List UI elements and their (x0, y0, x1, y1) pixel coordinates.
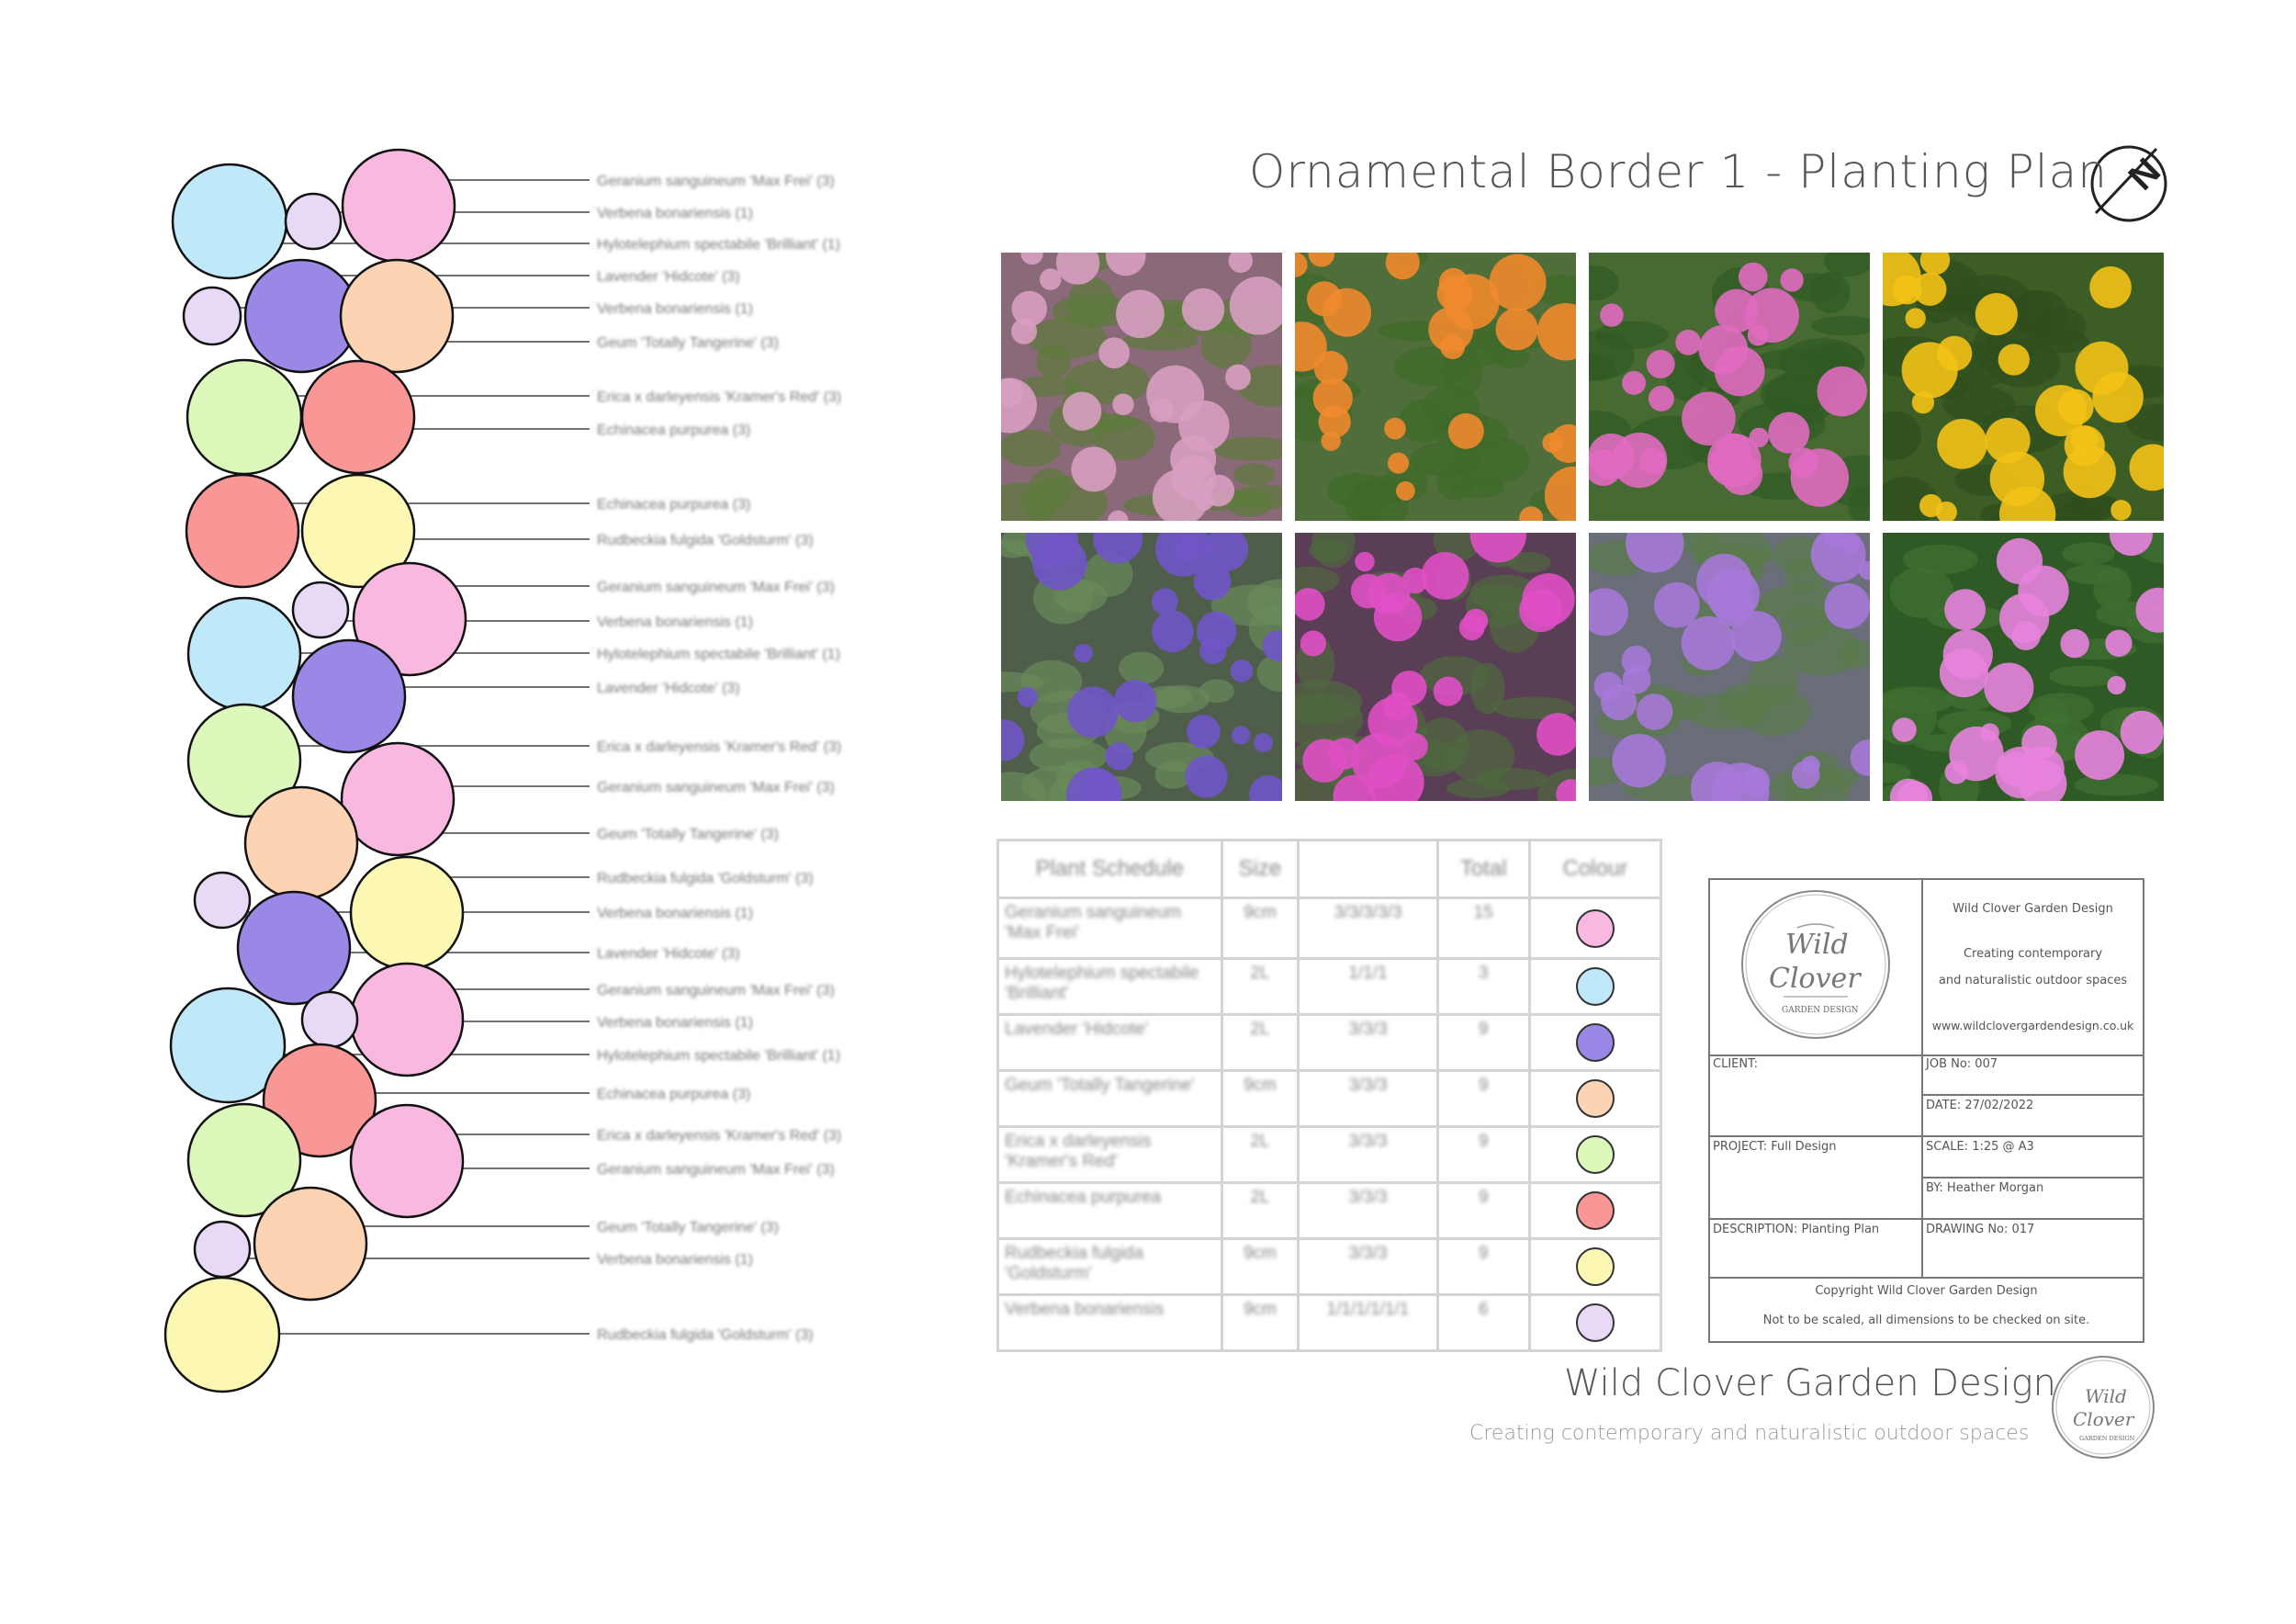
scale: SCALE: 1:25 @ A3 (1926, 1140, 2034, 1154)
schedule-row (998, 1295, 1661, 1351)
title-block-tagline-2: and naturalistic outdoor spaces (1938, 974, 2128, 987)
job-no-cell (1923, 1054, 2143, 1096)
rudbeckia-photo (1883, 253, 2164, 521)
schedule-plant: Geum 'Totally Tangerine' (998, 1071, 1222, 1127)
echinacea-photo (1589, 253, 1870, 521)
plant-label: Geranium sanguineum 'Max Frei' (3) (597, 1162, 835, 1178)
schedule-row (998, 959, 1661, 1015)
schedule-header: Total (1437, 840, 1529, 898)
svg-text:Wild: Wild (2085, 1385, 2127, 1407)
plant-circle-blue (188, 598, 300, 710)
plant-label: Rudbeckia fulgida 'Goldsturm' (3) (597, 871, 814, 886)
description: DESCRIPTION: Planting Plan (1713, 1223, 1880, 1236)
schedule-qty: 3/3/3/3/3 (1299, 898, 1437, 959)
plant-circle-peach (245, 787, 357, 899)
plant-label: Geum 'Totally Tangerine' (3) (597, 827, 779, 842)
colour-swatch-blue (1576, 967, 1615, 1006)
plant-label: Lavender 'Hidcote' (3) (597, 946, 740, 962)
schedule-row (998, 1127, 1661, 1183)
schedule-row (998, 1239, 1661, 1295)
title-block-company-name: Wild Clover Garden Design (1953, 902, 2113, 916)
plant-label: Geranium sanguineum 'Max Frei' (3) (597, 580, 835, 595)
schedule-qty: 3/3/3 (1299, 1015, 1437, 1071)
plant-label: Verbena bonariensis (1) (597, 1252, 753, 1268)
plant-circle-purple (238, 892, 350, 1004)
schedule-colour (1529, 1127, 1660, 1183)
plant-circle-lilac (302, 992, 357, 1047)
plant-label: Hylotelephium spectabile 'Brilliant' (1) (597, 1048, 840, 1064)
plant-circle-pink (351, 964, 463, 1076)
schedule-colour (1529, 959, 1660, 1015)
plant-label: Geranium sanguineum 'Max Frei' (3) (597, 983, 835, 998)
geum-photo (1295, 253, 1576, 521)
title-block-tagline-1: Creating contemporary (1963, 947, 2103, 961)
svg-text:Wild: Wild (1785, 929, 1849, 961)
schedule-total: 15 (1437, 898, 1529, 959)
description-cell (1710, 1220, 1923, 1279)
drawing-no-cell (1923, 1220, 2143, 1279)
plant-label: Hylotelephium spectabile 'Brilliant' (1) (597, 647, 840, 662)
schedule-total: 9 (1437, 1239, 1529, 1295)
schedule-total: 9 (1437, 1071, 1529, 1127)
schedule-plant: Hylotelephium spectabile 'Brilliant' (998, 959, 1222, 1015)
plant-label: Verbena bonariensis (1) (597, 1015, 753, 1031)
plant-label: Hylotelephium spectabile 'Brilliant' (1) (597, 237, 840, 253)
plant-labels (597, 174, 841, 1343)
schedule-row (998, 1071, 1661, 1127)
schedule-total: 6 (1437, 1295, 1529, 1351)
schedule-qty: 3/3/3 (1299, 1183, 1437, 1239)
schedule-row (998, 898, 1661, 959)
footer-company-name: Wild Clover Garden Design (1564, 1362, 2056, 1404)
plant-circle-pink (351, 1105, 463, 1217)
plant-circle-red (302, 361, 414, 473)
svg-text:Clover: Clover (1769, 963, 1861, 995)
schedule-qty: 3/3/3 (1299, 1127, 1437, 1183)
schedule-plant: Lavender 'Hidcote' (998, 1015, 1222, 1071)
sedum-photo (1001, 253, 1282, 521)
svg-text:Clover: Clover (2073, 1408, 2134, 1430)
schedule-colour (1529, 1071, 1660, 1127)
plant-circle-peach (341, 260, 453, 372)
plant-circle-blue (173, 164, 287, 278)
schedule-total: 3 (1437, 959, 1529, 1015)
company-logo (1710, 880, 1921, 1054)
schedule-total: 9 (1437, 1015, 1529, 1071)
designer: BY: Heather Morgan (1926, 1181, 2044, 1195)
plant-label: Erica x darleyensis 'Kramer's Red' (3) (597, 389, 842, 405)
plant-label: Verbena bonariensis (1) (597, 906, 753, 921)
plant-label: Lavender 'Hidcote' (3) (597, 681, 740, 696)
schedule-size: 9cm (1221, 1239, 1299, 1295)
title-block-logo-cell (1710, 880, 1923, 1056)
plant-circle-lilac (293, 582, 348, 637)
plant-circle-peach (254, 1188, 366, 1300)
geranium-photo (1883, 533, 2164, 801)
schedule-size: 9cm (1221, 1295, 1299, 1351)
colour-swatch-green (1576, 1135, 1615, 1174)
svg-text:GARDEN DESIGN: GARDEN DESIGN (2079, 1435, 2135, 1442)
job-no: JOB No: 007 (1926, 1057, 1998, 1071)
schedule-header (1299, 840, 1437, 898)
plant-label: Verbena bonariensis (1) (597, 301, 753, 317)
schedule-size: 9cm (1221, 1071, 1299, 1127)
plant-circle-pink (342, 743, 454, 855)
schedule-size: 2L (1221, 1183, 1299, 1239)
schedule-colour (1529, 1015, 1660, 1071)
colour-swatch-peach (1576, 1079, 1615, 1118)
drawing-no: DRAWING No: 017 (1926, 1223, 2035, 1236)
schedule-header: Colour (1529, 840, 1660, 898)
schedule-colour (1529, 1239, 1660, 1295)
plant-label: Erica x darleyensis 'Kramer's Red' (3) (597, 1128, 842, 1144)
schedule-colour (1529, 1295, 1660, 1351)
plant-label: Verbena bonariensis (1) (597, 615, 753, 630)
disclaimer: Not to be scaled, all dimensions to be checked on site. (1762, 1314, 2090, 1327)
title-block-company-cell (1923, 880, 2143, 1056)
footer-tagline: Creating contemporary and naturalistic outdoor spaces (1469, 1422, 2030, 1445)
erica-photo (1295, 533, 1576, 801)
plant-circle-lilac (286, 194, 341, 249)
schedule-size: 2L (1221, 959, 1299, 1015)
verbena-photo (1589, 533, 1870, 801)
schedule-size: 9cm (1221, 898, 1299, 959)
schedule-header: Size (1221, 840, 1299, 898)
plant-label: Verbena bonariensis (1) (597, 206, 753, 221)
schedule-row (998, 1183, 1661, 1239)
scale-cell (1923, 1137, 2143, 1179)
project: PROJECT: Full Design (1713, 1140, 1837, 1154)
plant-label: Erica x darleyensis 'Kramer's Red' (3) (597, 739, 842, 755)
plant-circle-lilac (184, 288, 241, 344)
schedule-colour (1529, 898, 1660, 959)
plant-circle-red (186, 475, 298, 587)
colour-swatch-purple (1576, 1023, 1615, 1062)
colour-swatch-lilac (1576, 1303, 1615, 1342)
schedule-plant: Erica x darleyensis 'Kramer's Red' (998, 1127, 1222, 1183)
schedule-qty: 3/3/3 (1299, 1071, 1437, 1127)
schedule-total: 9 (1437, 1183, 1529, 1239)
plant-schedule (996, 839, 1662, 1339)
schedule-plant: Geranium sanguineum 'Max Frei' (998, 898, 1222, 959)
plant-circle-green (187, 360, 301, 474)
plant-circle-purple (293, 640, 405, 752)
schedule-plant: Echinacea purpurea (998, 1183, 1222, 1239)
client-cell (1710, 1054, 1923, 1137)
copyright: Copyright Wild Clover Garden Design (1815, 1284, 2038, 1298)
svg-text:GARDEN DESIGN: GARDEN DESIGN (1782, 1006, 1859, 1015)
plant-label: Geranium sanguineum 'Max Frei' (3) (597, 174, 835, 189)
colour-swatch-pink (1576, 909, 1615, 948)
client-label: CLIENT: (1713, 1057, 1758, 1071)
date-cell (1923, 1096, 2143, 1137)
plant-circle-yellow (351, 857, 463, 969)
project-cell (1710, 1137, 1923, 1220)
lavender-photo (1001, 533, 1282, 801)
plant-label: Geum 'Totally Tangerine' (3) (597, 335, 779, 351)
plant-circle-yellow (165, 1278, 279, 1392)
plant-label: Echinacea purpurea (3) (597, 497, 751, 513)
schedule-header: Plant Schedule (998, 840, 1222, 898)
date: DATE: 27/02/2022 (1926, 1099, 2034, 1112)
plant-label: Echinacea purpurea (3) (597, 423, 751, 438)
colour-swatch-yellow (1576, 1247, 1615, 1286)
plant-circle-lilac (195, 873, 250, 928)
schedule-colour (1529, 1183, 1660, 1239)
north-arrow-label: N (2121, 151, 2169, 198)
plant-label: Rudbeckia fulgida 'Goldsturm' (3) (597, 1327, 814, 1343)
plant-label: Geranium sanguineum 'Max Frei' (3) (597, 780, 835, 795)
plant-circle-lilac (195, 1222, 250, 1277)
schedule-size: 2L (1221, 1127, 1299, 1183)
colour-swatch-red (1576, 1191, 1615, 1230)
page-title: Ornamental Border 1 - Planting Plan (1249, 145, 2108, 198)
schedule-plant: Rudbeckia fulgida 'Goldsturm' (998, 1239, 1222, 1295)
schedule-qty: 1/1/1 (1299, 959, 1437, 1015)
plant-label: Echinacea purpurea (3) (597, 1087, 751, 1102)
plant-circle-pink (343, 150, 455, 262)
schedule-plant: Verbena bonariensis (998, 1295, 1222, 1351)
schedule-size: 2L (1221, 1015, 1299, 1071)
plant-circles (165, 150, 466, 1392)
title-block-website[interactable]: www.wildclovergardendesign.co.uk (1931, 1019, 2134, 1032)
schedule-qty: 1/1/1/1/1/1 (1299, 1295, 1437, 1351)
schedule-qty: 3/3/3 (1299, 1239, 1437, 1295)
plant-label: Lavender 'Hidcote' (3) (597, 269, 740, 285)
plant-label: Rudbeckia fulgida 'Goldsturm' (3) (597, 533, 814, 548)
plant-label: Geum 'Totally Tangerine' (3) (597, 1220, 779, 1235)
footer-logo (2048, 1352, 2158, 1462)
schedule-row (998, 1015, 1661, 1071)
schedule-total: 9 (1437, 1127, 1529, 1183)
by-cell (1923, 1179, 2143, 1220)
title-block (1708, 878, 2144, 1343)
